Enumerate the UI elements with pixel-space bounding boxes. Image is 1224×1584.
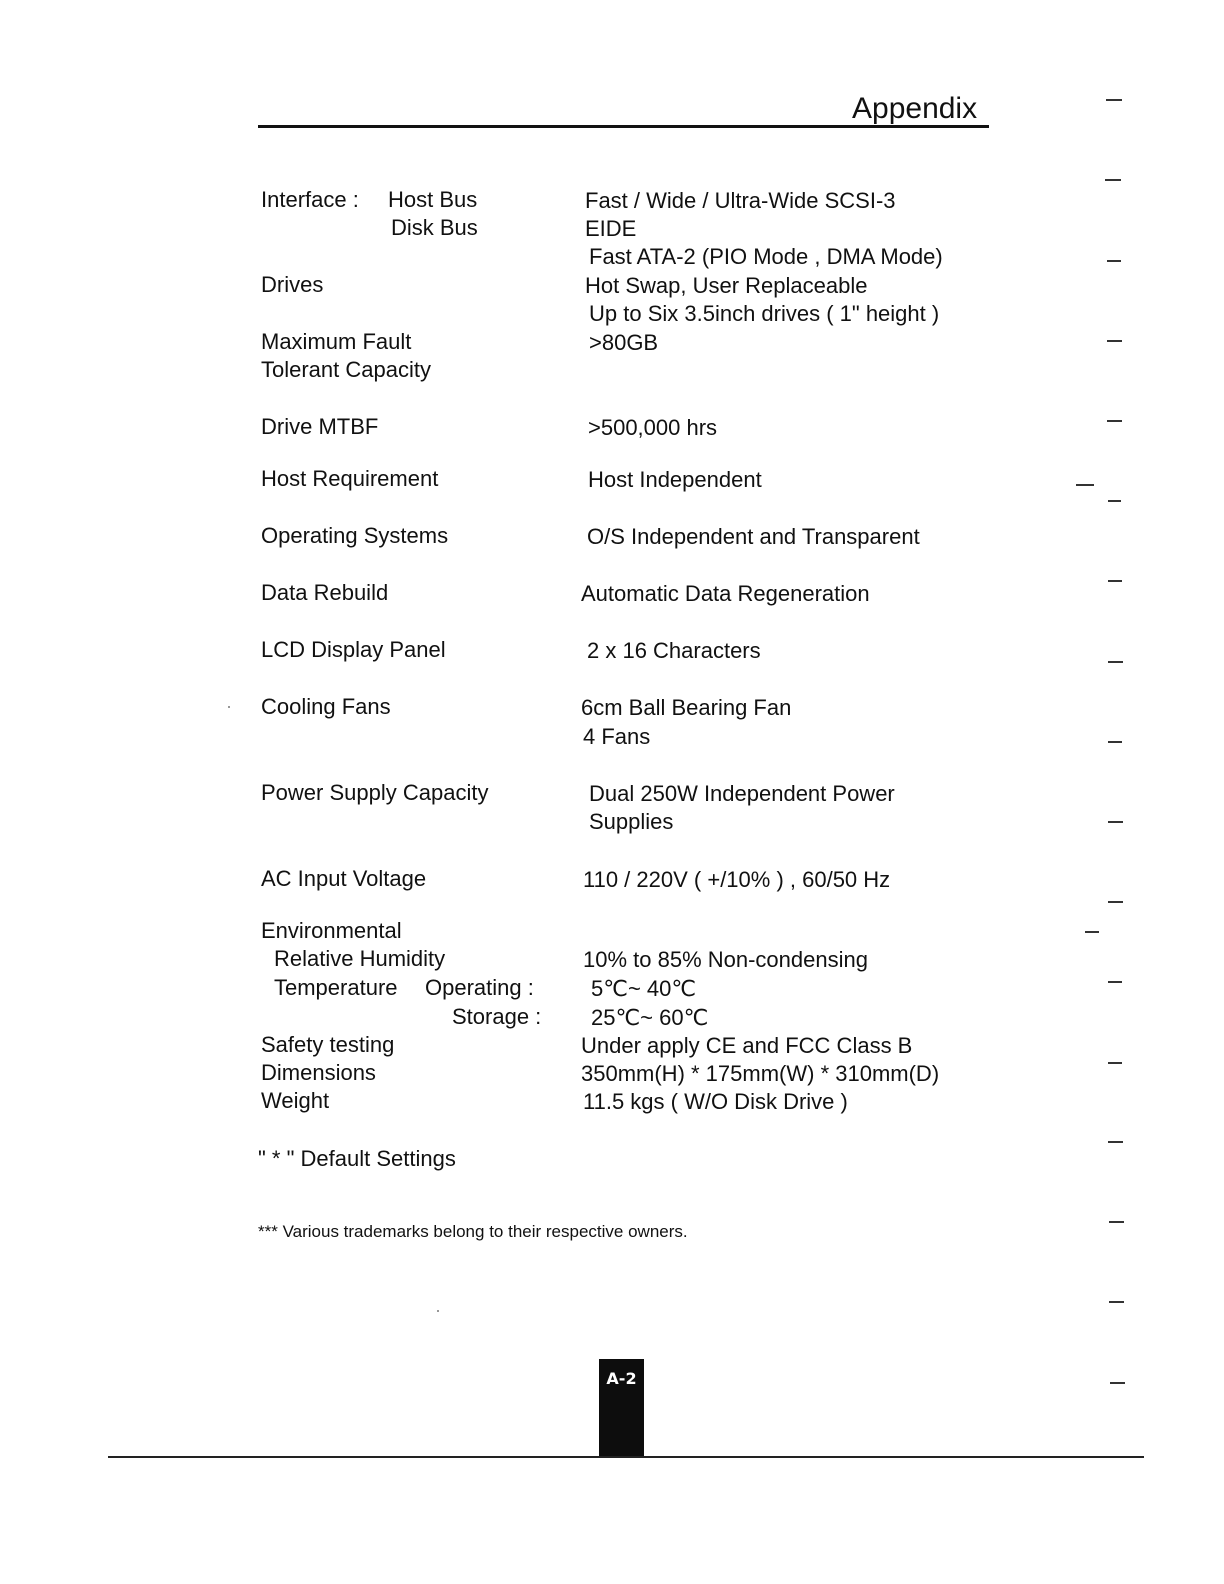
tolerant-capacity-label: Tolerant Capacity bbox=[261, 357, 431, 382]
max-fault-label: Maximum Fault bbox=[261, 329, 412, 354]
host-requirement-value: Host Independent bbox=[588, 467, 762, 492]
margin-tick bbox=[1110, 1382, 1125, 1384]
host-bus-value: Fast / Wide / Ultra-Wide SCSI-3 bbox=[585, 188, 896, 213]
margin-tick bbox=[1107, 340, 1122, 342]
operating-label: Operating : bbox=[425, 975, 534, 1000]
cooling-fans-value: 6cm Ball Bearing Fan bbox=[581, 695, 792, 720]
drives-value: Hot Swap, User Replaceable bbox=[585, 273, 868, 298]
default-settings-note: " * " Default Settings bbox=[258, 1146, 456, 1171]
disk-bus-mode-value: Fast ATA-2 (PIO Mode , DMA Mode) bbox=[589, 244, 943, 269]
scan-speck bbox=[228, 706, 230, 708]
page-title: Appendix bbox=[852, 92, 978, 125]
operating-systems-value: O/S Independent and Transparent bbox=[587, 524, 920, 549]
margin-tick bbox=[1076, 484, 1094, 486]
weight-value: 11.5 kgs ( W/O Disk Drive ) bbox=[583, 1089, 848, 1114]
storage-temp-value: 25℃~ 60℃ bbox=[591, 1005, 709, 1030]
disk-bus-label: Disk Bus bbox=[391, 215, 478, 240]
operating-systems-label: Operating Systems bbox=[261, 523, 449, 548]
margin-tick bbox=[1108, 901, 1123, 903]
power-supply-label: Power Supply Capacity bbox=[261, 780, 489, 805]
cooling-fans-count-value: 4 Fans bbox=[583, 724, 651, 749]
cooling-fans-label: Cooling Fans bbox=[261, 694, 391, 719]
margin-tick bbox=[1107, 260, 1121, 262]
margin-tick bbox=[1108, 500, 1121, 502]
margin-tick bbox=[1108, 1062, 1122, 1064]
temperature-label: Temperature bbox=[274, 975, 398, 1000]
trademark-footnote: *** Various trademarks belong to their respective owners. bbox=[258, 1222, 688, 1241]
scan-speck bbox=[437, 1310, 439, 1312]
mtbf-label: Drive MTBF bbox=[261, 414, 379, 439]
margin-tick bbox=[1109, 1221, 1124, 1223]
margin-tick bbox=[1107, 420, 1122, 422]
safety-label: Safety testing bbox=[261, 1032, 395, 1057]
margin-tick bbox=[1106, 99, 1122, 101]
page-number: A-2 bbox=[606, 1369, 637, 1388]
mtbf-value: >500,000 hrs bbox=[588, 415, 718, 440]
margin-tick bbox=[1108, 1141, 1123, 1143]
humidity-label: Relative Humidity bbox=[274, 946, 446, 971]
data-rebuild-value: Automatic Data Regeneration bbox=[581, 581, 870, 606]
max-fault-value: >80GB bbox=[589, 330, 659, 355]
ac-input-value: 110 / 220V ( +/10% ) , 60/50 Hz bbox=[583, 867, 891, 892]
header-rule bbox=[258, 125, 989, 128]
margin-tick bbox=[1109, 1301, 1124, 1303]
margin-tick bbox=[1108, 741, 1122, 743]
safety-value: Under apply CE and FCC Class B bbox=[581, 1033, 913, 1058]
weight-label: Weight bbox=[261, 1088, 330, 1113]
dimensions-value: 350mm(H) * 175mm(W) * 310mm(D) bbox=[581, 1061, 940, 1086]
host-requirement-label: Host Requirement bbox=[261, 466, 439, 491]
power-supply-value-cont: Supplies bbox=[589, 809, 674, 834]
dimensions-label: Dimensions bbox=[261, 1060, 376, 1085]
operating-temp-value: 5℃~ 40℃ bbox=[591, 976, 697, 1001]
drives-label: Drives bbox=[261, 272, 324, 297]
ac-input-label: AC Input Voltage bbox=[261, 866, 427, 891]
margin-tick bbox=[1085, 931, 1099, 933]
margin-tick bbox=[1108, 821, 1123, 823]
environmental-label: Environmental bbox=[261, 918, 402, 943]
disk-bus-value: EIDE bbox=[585, 216, 637, 241]
drives-count-value: Up to Six 3.5inch drives ( 1" height ) bbox=[589, 301, 940, 326]
data-rebuild-label: Data Rebuild bbox=[261, 580, 389, 605]
lcd-panel-label: LCD Display Panel bbox=[261, 637, 446, 662]
margin-tick bbox=[1108, 580, 1122, 582]
humidity-value: 10% to 85% Non-condensing bbox=[583, 947, 868, 972]
margin-tick bbox=[1105, 179, 1121, 181]
margin-tick bbox=[1108, 661, 1123, 663]
margin-tick bbox=[1108, 981, 1122, 983]
footer-rule bbox=[108, 1456, 1144, 1458]
host-bus-label: Host Bus bbox=[388, 187, 478, 212]
interface-label: Interface : bbox=[261, 187, 359, 212]
lcd-panel-value: 2 x 16 Characters bbox=[587, 638, 761, 663]
power-supply-value: Dual 250W Independent Power bbox=[589, 781, 895, 806]
storage-label: Storage : bbox=[452, 1004, 542, 1029]
page-number-tab bbox=[599, 1359, 644, 1458]
